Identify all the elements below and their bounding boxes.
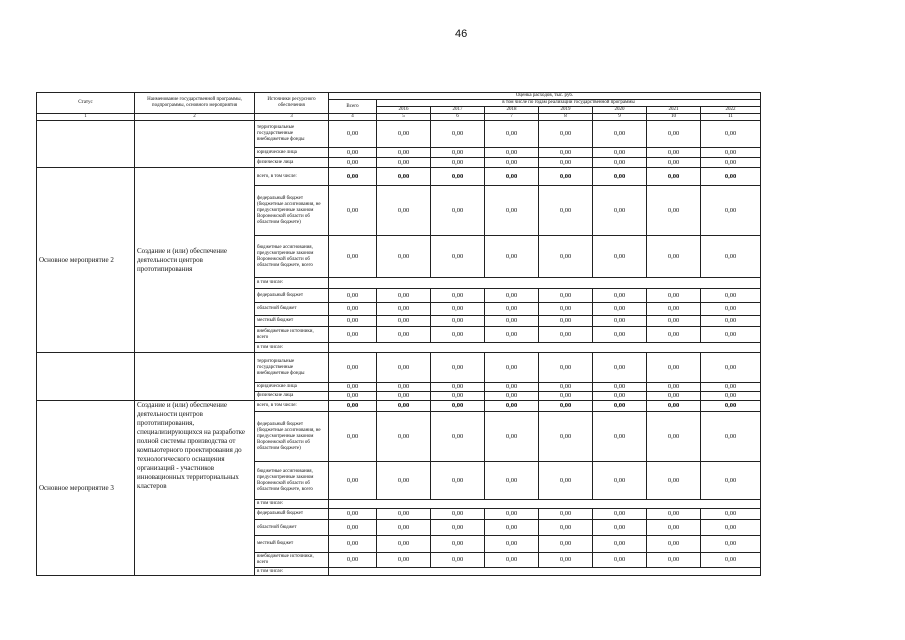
value-cell: 0,00 <box>593 412 647 462</box>
value-cell: 0,00 <box>701 353 761 383</box>
empty-values <box>329 343 761 353</box>
empty-values <box>329 500 761 509</box>
status-cell <box>37 353 135 401</box>
value-cell: 0,00 <box>539 303 593 316</box>
value-cell: 0,00 <box>485 509 539 520</box>
value-cell: 0,00 <box>431 383 485 392</box>
value-cell: 0,00 <box>593 392 647 401</box>
source-label: внебюджетные источники, всего <box>255 327 329 343</box>
value-cell: 0,00 <box>593 121 647 148</box>
source-label: бюджетные ассигнования, предусмотренные законом Воронежской области об областном бюджете, всего <box>255 462 329 500</box>
value-cell: 0,00 <box>539 316 593 327</box>
table-row <box>37 168 761 186</box>
source-label: внебюджетные источники, всего <box>255 553 329 568</box>
value-cell: 0,00 <box>701 158 761 168</box>
value-cell: 0,00 <box>431 392 485 401</box>
value-cell: 0,00 <box>539 553 593 568</box>
value-cell: 0,00 <box>485 316 539 327</box>
col-number: 11 <box>701 114 761 121</box>
value-cell: 0,00 <box>701 236 761 278</box>
value-cell: 0,00 <box>539 520 593 536</box>
value-cell: 0,00 <box>647 327 701 343</box>
value-cell: 0,00 <box>377 186 431 236</box>
value-cell: 0,00 <box>539 392 593 401</box>
status-cell: Основное мероприятие 2 <box>37 168 135 353</box>
source-label: всего, в том числе: <box>255 401 329 412</box>
value-cell: 0,00 <box>593 158 647 168</box>
source-label: в том числе: <box>255 278 329 289</box>
value-cell: 0,00 <box>701 303 761 316</box>
source-label: областной бюджет <box>255 303 329 316</box>
value-cell: 0,00 <box>431 168 485 186</box>
value-cell: 0,00 <box>329 148 377 158</box>
name-cell <box>135 353 255 401</box>
value-cell: 0,00 <box>485 536 539 553</box>
value-cell: 0,00 <box>329 401 377 412</box>
value-cell: 0,00 <box>539 462 593 500</box>
value-cell: 0,00 <box>647 383 701 392</box>
header-year: 2017 <box>431 107 485 114</box>
value-cell: 0,00 <box>647 536 701 553</box>
value-cell: 0,00 <box>377 158 431 168</box>
value-cell: 0,00 <box>593 553 647 568</box>
col-number: 8 <box>539 114 593 121</box>
header-year: 2021 <box>647 107 701 114</box>
header-year: 2019 <box>539 107 593 114</box>
value-cell: 0,00 <box>593 303 647 316</box>
value-cell: 0,00 <box>329 121 377 148</box>
value-cell: 0,00 <box>647 289 701 303</box>
value-cell: 0,00 <box>647 509 701 520</box>
value-cell: 0,00 <box>329 383 377 392</box>
value-cell: 0,00 <box>593 401 647 412</box>
source-label: юридические лица <box>255 383 329 392</box>
value-cell: 0,00 <box>329 353 377 383</box>
source-label: бюджетные ассигнования, предусмотренные законом Воронежской области об областном бюджете, всего <box>255 236 329 278</box>
value-cell: 0,00 <box>701 536 761 553</box>
name-cell: Создание и (или) обеспечение деятельности центров прототипирования <box>135 168 255 353</box>
source-label: федеральный бюджет <box>255 509 329 520</box>
value-cell: 0,00 <box>647 520 701 536</box>
name-cell: Создание и (или) обеспечение деятельности центров прототипирования, специализирующихся на разработке полной системы производства от компьютерного проектирования до технологического оснащения организаций - участников инновационных территориальных кластеров <box>135 401 255 576</box>
source-label: в том числе: <box>255 343 329 353</box>
value-cell: 0,00 <box>701 383 761 392</box>
value-cell: 0,00 <box>485 520 539 536</box>
value-cell: 0,00 <box>431 412 485 462</box>
value-cell: 0,00 <box>485 392 539 401</box>
value-cell: 0,00 <box>539 509 593 520</box>
value-cell: 0,00 <box>431 148 485 158</box>
value-cell: 0,00 <box>485 383 539 392</box>
value-cell: 0,00 <box>593 520 647 536</box>
value-cell: 0,00 <box>329 462 377 500</box>
col-number: 7 <box>485 114 539 121</box>
header-name: Наименование государственной программы, подпрограммы, основного мероприятия <box>135 93 255 114</box>
header-total: Всего <box>329 100 377 114</box>
value-cell: 0,00 <box>647 316 701 327</box>
value-cell: 0,00 <box>539 121 593 148</box>
value-cell: 0,00 <box>377 536 431 553</box>
value-cell: 0,00 <box>593 148 647 158</box>
value-cell: 0,00 <box>377 520 431 536</box>
value-cell: 0,00 <box>701 462 761 500</box>
header-sources: Источники ресурсного обеспечения <box>255 93 329 114</box>
empty-values <box>329 278 761 289</box>
source-label: федеральный бюджет <box>255 289 329 303</box>
value-cell: 0,00 <box>647 462 701 500</box>
value-cell: 0,00 <box>593 383 647 392</box>
value-cell: 0,00 <box>377 148 431 158</box>
value-cell: 0,00 <box>377 289 431 303</box>
value-cell: 0,00 <box>431 520 485 536</box>
value-cell: 0,00 <box>377 236 431 278</box>
col-number: 5 <box>377 114 431 121</box>
value-cell: 0,00 <box>539 158 593 168</box>
table-row <box>37 93 761 100</box>
value-cell: 0,00 <box>329 158 377 168</box>
value-cell: 0,00 <box>701 392 761 401</box>
source-label: территориальные государственные внебюджетные фонды <box>255 121 329 148</box>
value-cell: 0,00 <box>329 289 377 303</box>
value-cell: 0,00 <box>485 401 539 412</box>
value-cell: 0,00 <box>593 186 647 236</box>
header-expenses: Оценка расходов, тыс. руб. <box>329 93 761 100</box>
value-cell: 0,00 <box>377 462 431 500</box>
source-label: территориальные государственные внебюджетные фонды <box>255 353 329 383</box>
value-cell: 0,00 <box>329 509 377 520</box>
source-label: в том числе: <box>255 500 329 509</box>
value-cell: 0,00 <box>431 158 485 168</box>
value-cell: 0,00 <box>377 121 431 148</box>
value-cell: 0,00 <box>485 462 539 500</box>
value-cell: 0,00 <box>431 353 485 383</box>
value-cell: 0,00 <box>593 236 647 278</box>
value-cell: 0,00 <box>593 536 647 553</box>
source-label: физические лица <box>255 158 329 168</box>
value-cell: 0,00 <box>701 412 761 462</box>
value-cell: 0,00 <box>329 553 377 568</box>
value-cell: 0,00 <box>431 553 485 568</box>
value-cell: 0,00 <box>431 462 485 500</box>
value-cell: 0,00 <box>701 553 761 568</box>
value-cell: 0,00 <box>431 327 485 343</box>
value-cell: 0,00 <box>593 353 647 383</box>
value-cell: 0,00 <box>377 353 431 383</box>
value-cell: 0,00 <box>329 168 377 186</box>
value-cell: 0,00 <box>329 186 377 236</box>
value-cell: 0,00 <box>701 316 761 327</box>
table-row <box>37 114 761 121</box>
header-status: Статус <box>37 93 135 114</box>
value-cell: 0,00 <box>647 121 701 148</box>
value-cell: 0,00 <box>539 383 593 392</box>
value-cell: 0,00 <box>431 316 485 327</box>
status-cell: Основное мероприятие 3 <box>37 401 135 576</box>
value-cell: 0,00 <box>329 327 377 343</box>
col-number: 9 <box>593 114 647 121</box>
header-year: 2022 <box>701 107 761 114</box>
value-cell: 0,00 <box>329 303 377 316</box>
value-cell: 0,00 <box>377 412 431 462</box>
table-row <box>37 121 761 148</box>
col-number: 4 <box>329 114 377 121</box>
value-cell: 0,00 <box>701 327 761 343</box>
value-cell: 0,00 <box>647 401 701 412</box>
value-cell: 0,00 <box>647 392 701 401</box>
value-cell: 0,00 <box>377 303 431 316</box>
value-cell: 0,00 <box>485 236 539 278</box>
header-by-years: в том числе по годам реализации государственной программы <box>377 100 761 107</box>
value-cell: 0,00 <box>329 316 377 327</box>
resource-table <box>36 92 761 576</box>
value-cell: 0,00 <box>701 520 761 536</box>
page-number: 46 <box>455 28 468 40</box>
table-row <box>37 353 761 383</box>
value-cell: 0,00 <box>593 327 647 343</box>
value-cell: 0,00 <box>377 327 431 343</box>
value-cell: 0,00 <box>539 186 593 236</box>
value-cell: 0,00 <box>539 148 593 158</box>
value-cell: 0,00 <box>647 553 701 568</box>
value-cell: 0,00 <box>593 509 647 520</box>
value-cell: 0,00 <box>329 392 377 401</box>
col-number: 6 <box>431 114 485 121</box>
source-label: всего, в том числе: <box>255 168 329 186</box>
value-cell: 0,00 <box>647 303 701 316</box>
value-cell: 0,00 <box>377 168 431 186</box>
value-cell: 0,00 <box>701 121 761 148</box>
value-cell: 0,00 <box>329 236 377 278</box>
value-cell: 0,00 <box>485 327 539 343</box>
value-cell: 0,00 <box>539 168 593 186</box>
value-cell: 0,00 <box>329 412 377 462</box>
value-cell: 0,00 <box>539 401 593 412</box>
value-cell: 0,00 <box>539 412 593 462</box>
value-cell: 0,00 <box>377 392 431 401</box>
value-cell: 0,00 <box>701 168 761 186</box>
value-cell: 0,00 <box>647 353 701 383</box>
source-label: федеральный бюджет (бюджетные ассигнования, не предусмотренные законом Воронежской области об областном бюджете) <box>255 412 329 462</box>
value-cell: 0,00 <box>647 412 701 462</box>
value-cell: 0,00 <box>485 121 539 148</box>
value-cell: 0,00 <box>431 536 485 553</box>
table-row <box>37 401 761 412</box>
value-cell: 0,00 <box>485 168 539 186</box>
empty-values <box>329 568 761 576</box>
source-label: местный бюджет <box>255 316 329 327</box>
value-cell: 0,00 <box>701 509 761 520</box>
value-cell: 0,00 <box>377 316 431 327</box>
value-cell: 0,00 <box>647 148 701 158</box>
value-cell: 0,00 <box>647 158 701 168</box>
value-cell: 0,00 <box>377 509 431 520</box>
value-cell: 0,00 <box>485 353 539 383</box>
value-cell: 0,00 <box>431 509 485 520</box>
value-cell: 0,00 <box>701 148 761 158</box>
header-year: 2018 <box>485 107 539 114</box>
value-cell: 0,00 <box>431 121 485 148</box>
value-cell: 0,00 <box>485 412 539 462</box>
value-cell: 0,00 <box>701 289 761 303</box>
value-cell: 0,00 <box>377 383 431 392</box>
value-cell: 0,00 <box>485 186 539 236</box>
value-cell: 0,00 <box>431 303 485 316</box>
value-cell: 0,00 <box>593 462 647 500</box>
value-cell: 0,00 <box>539 236 593 278</box>
value-cell: 0,00 <box>647 168 701 186</box>
col-number: 1 <box>37 114 135 121</box>
value-cell: 0,00 <box>539 536 593 553</box>
value-cell: 0,00 <box>539 353 593 383</box>
header-year: 2016 <box>377 107 431 114</box>
value-cell: 0,00 <box>431 236 485 278</box>
value-cell: 0,00 <box>485 289 539 303</box>
source-label: юридические лица <box>255 148 329 158</box>
value-cell: 0,00 <box>539 289 593 303</box>
source-label: физические лица <box>255 392 329 401</box>
value-cell: 0,00 <box>431 289 485 303</box>
value-cell: 0,00 <box>701 401 761 412</box>
name-cell <box>135 121 255 168</box>
col-number: 10 <box>647 114 701 121</box>
value-cell: 0,00 <box>329 536 377 553</box>
col-number: 2 <box>135 114 255 121</box>
status-cell <box>37 121 135 168</box>
value-cell: 0,00 <box>593 168 647 186</box>
col-number: 3 <box>255 114 329 121</box>
source-label: местный бюджет <box>255 536 329 553</box>
value-cell: 0,00 <box>485 303 539 316</box>
value-cell: 0,00 <box>377 553 431 568</box>
value-cell: 0,00 <box>593 289 647 303</box>
value-cell: 0,00 <box>485 553 539 568</box>
source-label: федеральный бюджет (бюджетные ассигнования, не предусмотренные законом Воронежской области об областном бюджете) <box>255 186 329 236</box>
value-cell: 0,00 <box>431 401 485 412</box>
value-cell: 0,00 <box>377 401 431 412</box>
source-label: в том числе: <box>255 568 329 576</box>
value-cell: 0,00 <box>593 316 647 327</box>
value-cell: 0,00 <box>647 186 701 236</box>
value-cell: 0,00 <box>701 186 761 236</box>
value-cell: 0,00 <box>485 158 539 168</box>
source-label: областной бюджет <box>255 520 329 536</box>
value-cell: 0,00 <box>431 186 485 236</box>
header-year: 2020 <box>593 107 647 114</box>
value-cell: 0,00 <box>329 520 377 536</box>
value-cell: 0,00 <box>485 148 539 158</box>
value-cell: 0,00 <box>539 327 593 343</box>
value-cell: 0,00 <box>647 236 701 278</box>
